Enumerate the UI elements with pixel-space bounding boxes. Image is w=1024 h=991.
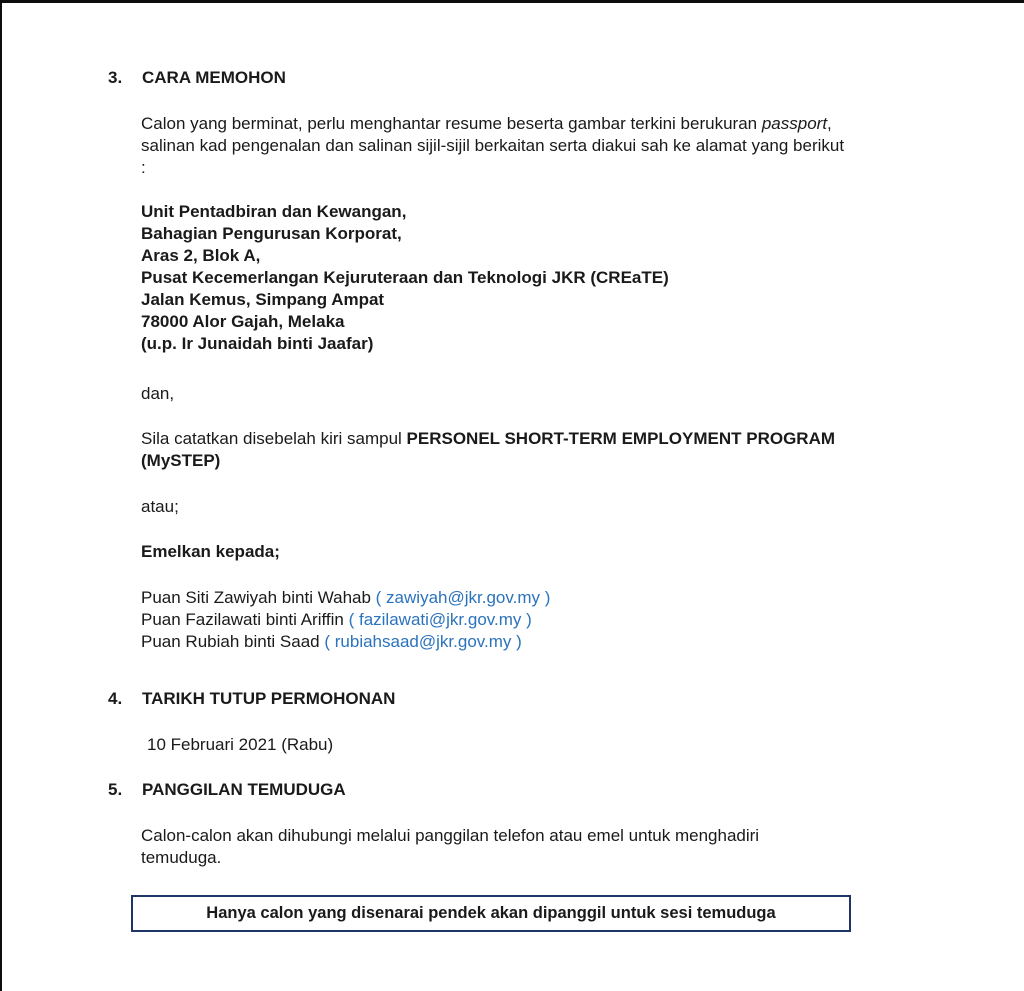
contact-email-link[interactable]: ( fazilawati@jkr.gov.my ) [348, 610, 532, 629]
address-line: Unit Pentadbiran dan Kewangan, [141, 202, 407, 221]
section-3-title: CARA MEMOHON [142, 68, 286, 87]
contact-item [141, 609, 532, 631]
address-line: Bahagian Pengurusan Korporat, [141, 224, 402, 243]
interview-body-line-2: temuduga. [141, 848, 222, 867]
shortlist-notice-box [131, 895, 851, 932]
intro-passport-italic: passport [761, 114, 828, 133]
section-5-title: PANGGILAN TEMUDUGA [142, 780, 346, 799]
address-line: (u.p. Ir Junaidah binti Jaafar) [141, 334, 374, 353]
and-text: dan, [141, 384, 175, 403]
section-3-number: 3. [108, 68, 123, 87]
contact-email-link[interactable]: ( rubiahsaad@jkr.gov.my ) [324, 632, 522, 651]
intro-line-1 [141, 113, 832, 135]
contact-email-link[interactable]: ( zawiyah@jkr.gov.my ) [375, 588, 551, 607]
contact-name: Puan Fazilawati binti Ariffin [141, 610, 344, 629]
address-line: Jalan Kemus, Simpang Ampat [141, 290, 385, 309]
intro-line-1-text: Calon yang berminat, perlu menghantar resume beserta gambar terkini berukuran [141, 114, 762, 133]
closing-date: 10 Februari 2021 (Rabu) [147, 735, 334, 754]
intro-line-2: salinan kad pengenalan dan salinan sijil-sijil berkaitan serta diakui sah ke alamat yang berikut [141, 136, 845, 155]
section-4-number: 4. [108, 689, 123, 708]
contact-item [141, 631, 522, 653]
section-5-number: 5. [108, 780, 123, 799]
email-heading: Emelkan kepada; [141, 542, 280, 561]
address-line: Pusat Kecemerlangan Kejuruteraan dan Teknologi JKR (CREaTE) [141, 268, 669, 287]
shortlist-notice-text: Hanya calon yang disenarai pendek akan dipanggil untuk sesi temuduga [206, 904, 776, 922]
address-line: 78000 Alor Gajah, Melaka [141, 312, 345, 331]
contact-item [141, 587, 550, 609]
intro-line-3: : [141, 158, 146, 177]
or-text: atau; [141, 497, 179, 516]
interview-body-line-1: Calon-calon akan dihubungi melalui panggilan telefon atau emel untuk menghadiri [141, 826, 760, 845]
envelope-instruction [141, 428, 835, 450]
contact-name: Puan Rubiah binti Saad [141, 632, 320, 651]
envelope-program-name: PERSONEL SHORT-TERM EMPLOYMENT PROGRAM [406, 429, 836, 448]
intro-line-1-comma: , [827, 114, 832, 133]
contact-name: Puan Siti Zawiyah binti Wahab [141, 588, 371, 607]
envelope-instruction-text: Sila catatkan disebelah kiri sampul [141, 429, 407, 448]
envelope-program-abbrev: (MySTEP) [141, 451, 221, 470]
top-border [0, 0, 1024, 3]
address-line: Aras 2, Blok A, [141, 246, 261, 265]
section-4-title: TARIKH TUTUP PERMOHONAN [142, 689, 396, 708]
left-border [0, 0, 2, 991]
